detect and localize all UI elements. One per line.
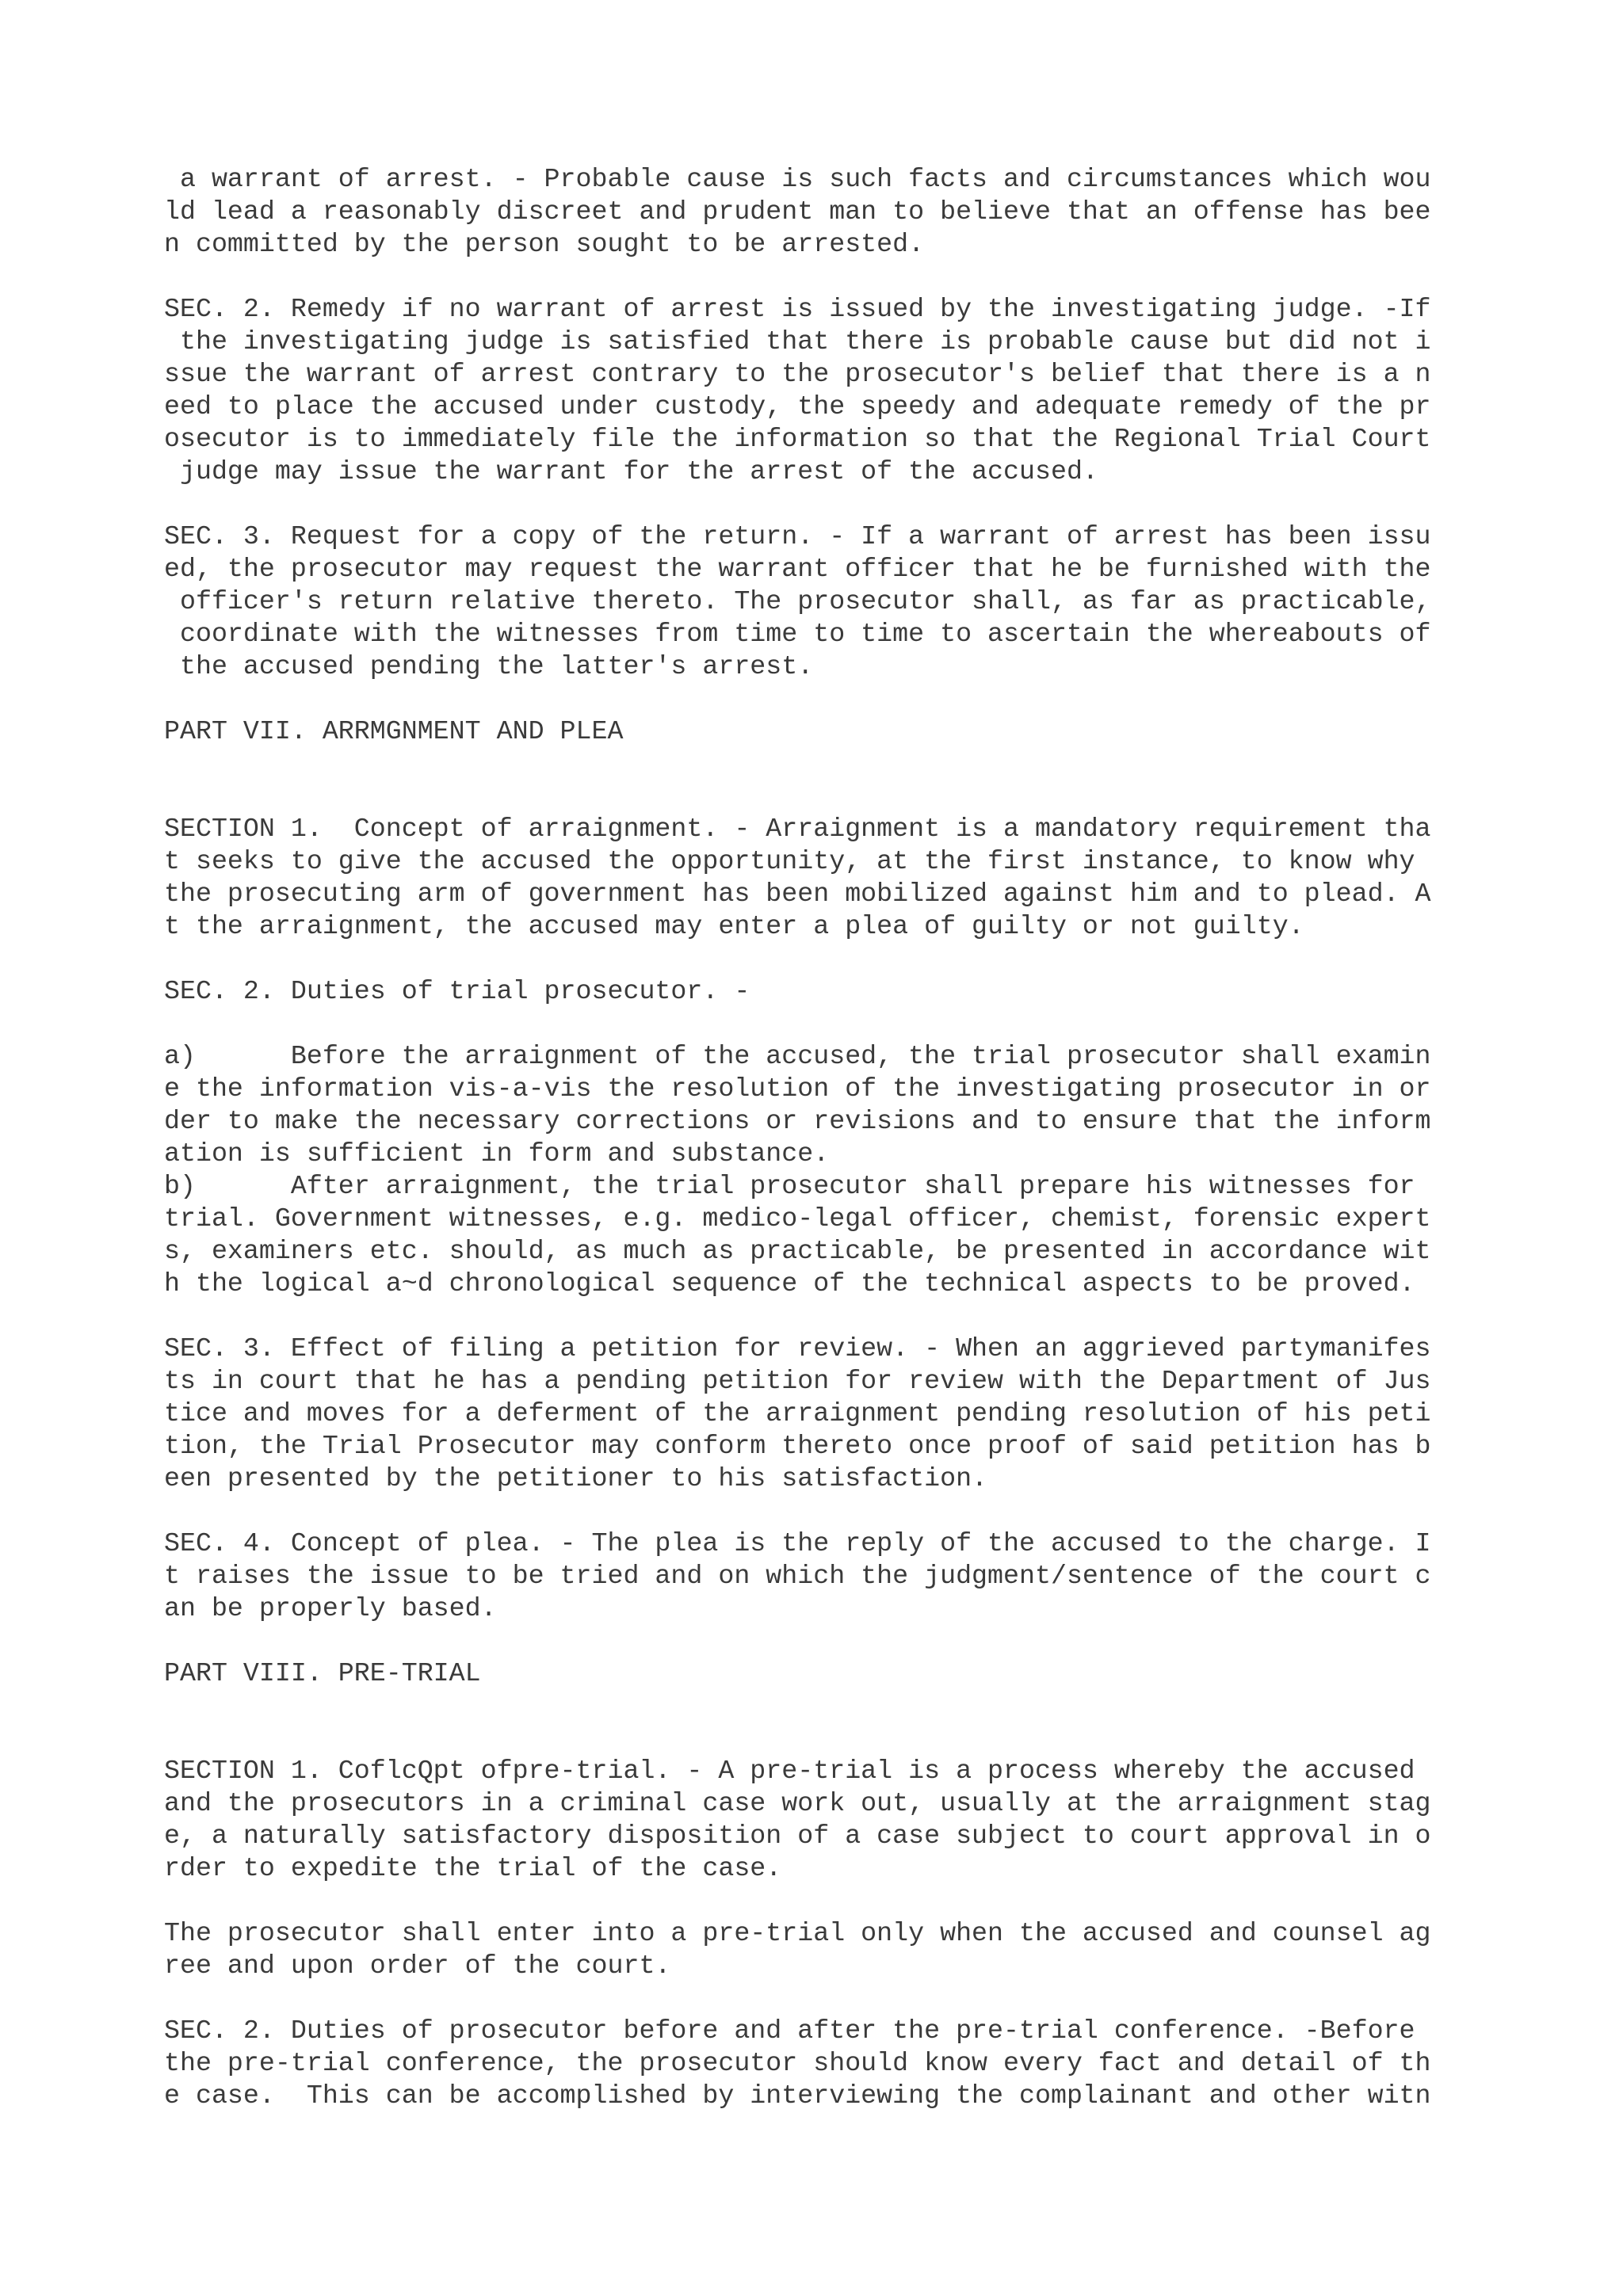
text-line: judge may issue the warrant for the arrest of the accused. <box>164 456 1098 486</box>
list-item-line: h the logical a~d chronological sequence of the technical aspects to be proved. <box>164 1268 1415 1299</box>
text-line: the investigating judge is satisfied that there is probable cause but did not i <box>164 326 1431 357</box>
text-line: ts in court that he has a pending petition for review with the Department of Jus <box>164 1366 1431 1396</box>
list-item-line: s, examiners etc. should, as much as practicable, be presented in accordance wit <box>164 1236 1431 1266</box>
text-line: t the arraignment, the accused may enter a plea of guilty or not guilty. <box>164 911 1304 941</box>
part-viii-section-1 <box>164 1755 1480 1885</box>
text-line: SEC. 4. Concept of plea. - The plea is the reply of the accused to the charge. I <box>164 1528 1431 1558</box>
part-vii-section-2-items <box>164 1040 1480 1300</box>
list-item-line: a) Before the arraignment of the accused, the trial prosecutor shall examin <box>164 1041 1431 1071</box>
part-viii-section-1-paragraph-2 <box>164 1917 1480 1982</box>
part-vii-section-1 <box>164 813 1480 943</box>
document-page <box>164 163 1480 2112</box>
text-line: SECTION 1. CoflcQpt ofpre-trial. - A pre-trial is a process whereby the accused <box>164 1756 1431 1786</box>
text-line: the prosecuting arm of government has been mobilized against him and to plead. A <box>164 879 1431 909</box>
text-line: e, a naturally satisfactory disposition of a case subject to court approval in o <box>164 1821 1431 1851</box>
text-line: officer's return relative thereto. The prosecutor shall, as far as practicable, <box>164 586 1431 616</box>
text-line: SECTION 1. Concept of arraignment. - Arraignment is a mandatory requirement tha <box>164 814 1431 844</box>
text-line: SEC. 2. Duties of prosecutor before and after the pre-trial conference. -Before <box>164 2016 1431 2046</box>
list-item-line: der to make the necessary corrections or revisions and to ensure that the inform <box>164 1106 1431 1136</box>
text-line: coordinate with the witnesses from time to time to ascertain the whereabouts of <box>164 619 1431 649</box>
text-line: a warrant of arrest. - Probable cause is such facts and circumstances which wou <box>164 164 1431 194</box>
text-line: The prosecutor shall enter into a pre-trial only when the accused and counsel ag <box>164 1918 1431 1948</box>
list-item-line: ation is sufficient in form and substance. <box>164 1138 830 1169</box>
text-line: t raises the issue to be tried and on which the judgment/sentence of the court c <box>164 1561 1431 1591</box>
text-line: SEC. 3. Effect of filing a petition for review. - When an aggrieved partymanifes <box>164 1333 1431 1363</box>
text-line: t seeks to give the accused the opportunity, at the first instance, to know why <box>164 846 1431 876</box>
text-line: ld lead a reasonably discreet and prudent man to believe that an offense has bee <box>164 196 1431 227</box>
part-vii-section-3 <box>164 1333 1480 1495</box>
sec2-remedy-paragraph <box>164 293 1480 488</box>
text-line: tice and moves for a deferment of the arraignment pending resolution of his peti <box>164 1398 1431 1428</box>
text-line: SEC. 2. Remedy if no warrant of arrest is issued by the investigating judge. -If <box>164 294 1431 324</box>
part-vii-heading: PART VII. ARRMGNMENT AND PLEA <box>164 716 624 746</box>
list-item-line: b) After arraignment, the trial prosecutor shall prepare his witnesses for <box>164 1171 1431 1201</box>
text-line: ree and upon order of the court. <box>164 1951 671 1981</box>
part-vii-section-2-heading: SEC. 2. Duties of trial prosecutor. - <box>164 976 750 1006</box>
text-line: een presented by the petitioner to his satisfaction. <box>164 1463 988 1493</box>
text-line: osecutor is to immediately file the information so that the Regional Trial Court <box>164 424 1431 454</box>
text-line: n committed by the person sought to be arrested. <box>164 229 925 259</box>
text-line: SEC. 3. Request for a copy of the return. - If a warrant of arrest has been issu <box>164 521 1431 551</box>
text-line: eed to place the accused under custody, the speedy and adequate remedy of the pr <box>164 391 1431 421</box>
text-line: tion, the Trial Prosecutor may conform thereto once proof of said petition has b <box>164 1431 1431 1461</box>
part-viii-heading: PART VIII. PRE-TRIAL <box>164 1658 481 1688</box>
text-line: and the prosecutors in a criminal case work out, usually at the arraignment stag <box>164 1788 1431 1818</box>
text-line: an be properly based. <box>164 1593 497 1623</box>
list-item-line: trial. Government witnesses, e.g. medico-legal officer, chemist, forensic expert <box>164 1203 1431 1234</box>
text-line: ssue the warrant of arrest contrary to the prosecutor's belief that there is a n <box>164 359 1431 389</box>
text-line: the accused pending the latter's arrest. <box>164 651 814 681</box>
part-viii-section-2 <box>164 2015 1480 2112</box>
list-item-line: e the information vis-a-vis the resolution of the investigating prosecutor in or <box>164 1074 1431 1104</box>
part-vii-section-4 <box>164 1527 1480 1625</box>
sec3-request-paragraph <box>164 521 1480 683</box>
text-line: e case. This can be accomplished by interviewing the complainant and other witn <box>164 2081 1431 2111</box>
text-line: ed, the prosecutor may request the warrant officer that he be furnished with the <box>164 554 1431 584</box>
text-line: the pre-trial conference, the prosecutor should know every fact and detail of th <box>164 2048 1431 2078</box>
intro-paragraph <box>164 163 1480 261</box>
text-line: rder to expedite the trial of the case. <box>164 1853 782 1883</box>
